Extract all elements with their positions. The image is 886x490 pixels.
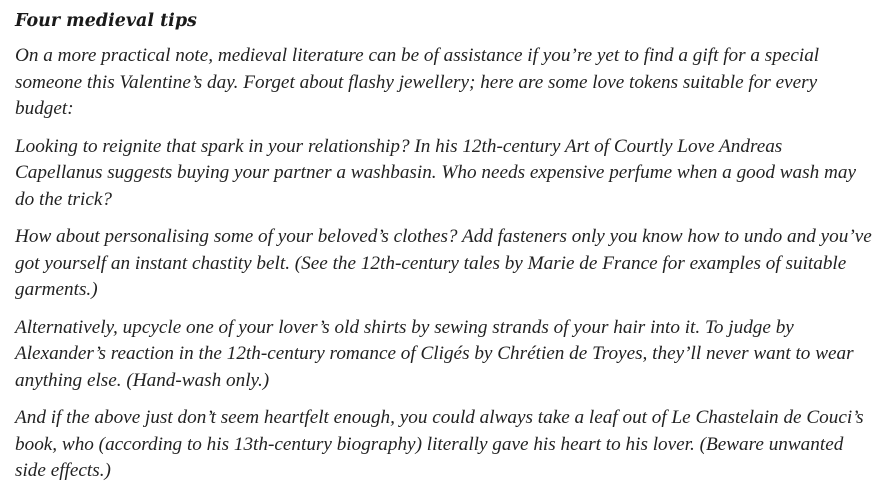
paragraph-tip-shirt: Alternatively, upcycle one of your lover’s old shirts by sewing strands of your hair into it. To judge by Alexander’s reaction in the 12th-century romance of Cligés by Chrétien de Troyes, they’ll never want to wear anything else. (Hand-wash only.)	[15, 316, 854, 391]
paragraph-tip-clothes: How about personalising some of your beloved’s clothes? Add fasteners only you know how to undo and you’ve got yourself an instant chastity belt. (See the 12th-century tales by Marie de France for examples of suitable garments.)	[15, 226, 872, 300]
paragraph-tip-washbasin: Looking to reignite that spark in your relationship? In his 12th-century Art of Courtly Love Andreas Capellanus suggests buying your partner a washbasin. Who needs expensive perfume when a good wash may do the trick?	[15, 135, 856, 210]
paragraph-tip-heart: And if the above just don’t seem heartfelt enough, you could always take a leaf out of Le Chastelain de Couci’s book, who (according to his 13th-century biography) literally gave his heart to his lover. (Beware unwanted side effects.)	[15, 407, 864, 481]
paragraph-intro: On a more practical note, medieval literature can be of assistance if you’re yet to find a gift for a special someone this Valentine’s day. Forget about flashy jewellery; here are some love tokens suitable for every budget:	[15, 45, 820, 119]
section-heading: Four medieval tips	[15, 11, 197, 31]
